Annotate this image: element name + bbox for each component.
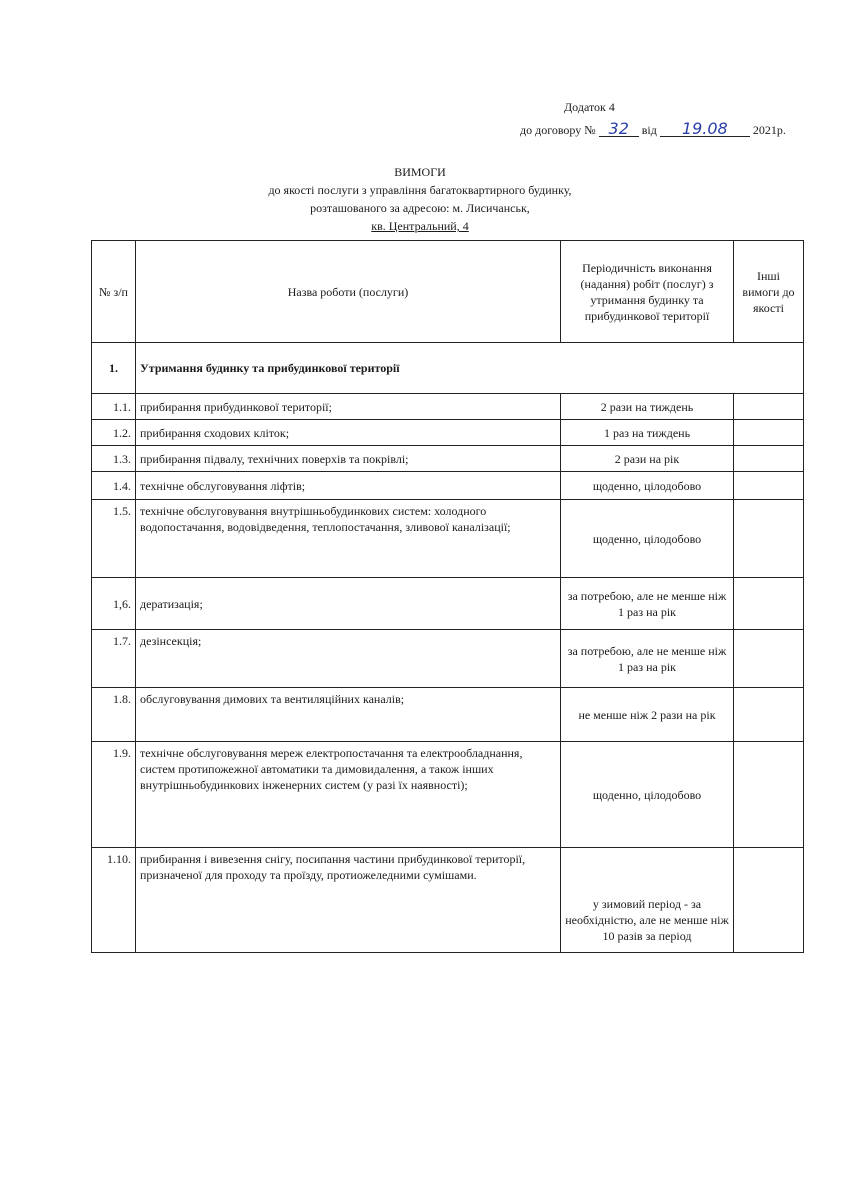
- row-frequency: за потребою, але не менше ніж 1 раз на рік: [561, 630, 734, 688]
- row-frequency: у зимовий період - за необхідністю, але не менше ніж 10 разів за період: [561, 848, 734, 953]
- row-frequency: 2 рази на тиждень: [561, 394, 734, 420]
- table-row: [92, 688, 804, 742]
- section-row: [92, 343, 804, 394]
- title-subtitle: до якості послуги з управління багатоквартирного будинку,: [268, 183, 572, 197]
- table-header-row: [92, 241, 804, 343]
- addendum-label: Додаток 4: [564, 100, 615, 114]
- section-name: Утримання будинку та прибудинкової території: [136, 343, 804, 394]
- contract-number: 32: [608, 119, 629, 138]
- row-name: прибирання підвалу, технічних поверхів та покрівлі;: [136, 446, 561, 472]
- row-frequency: 1 раз на тиждень: [561, 420, 734, 446]
- table-row: [92, 500, 804, 578]
- table-row: [92, 742, 804, 848]
- table-row: [92, 394, 804, 420]
- row-other: [734, 472, 804, 500]
- row-frequency: щоденно, цілодобово: [561, 742, 734, 848]
- row-name: технічне обслуговування внутрішньобудинкових систем: холодного водопостачання, водовідведення, теплопостачання, зливової каналізації;: [136, 500, 561, 578]
- row-number: 1.8.: [92, 688, 136, 742]
- row-other: [734, 394, 804, 420]
- row-name: дератизація;: [136, 578, 561, 630]
- row-number: 1.10.: [92, 848, 136, 953]
- header-other: Інші вимоги до якості: [734, 241, 804, 343]
- contract-date-field: [660, 120, 750, 137]
- table-row: [92, 848, 804, 953]
- row-other: [734, 500, 804, 578]
- row-number: 1.2.: [92, 420, 136, 446]
- row-name: технічне обслуговування мереж електропостачання та електрообладнання, систем протипожежної автоматики та димовидалення, а також інших внутрішньобудинкових інженерних систем (у разі їх наявності);: [136, 742, 561, 848]
- section-number: 1.: [92, 343, 136, 394]
- row-number: 1.3.: [92, 446, 136, 472]
- contract-from: від: [641, 123, 657, 137]
- row-frequency: щоденно, цілодобово: [561, 500, 734, 578]
- row-name: прибирання сходових кліток;: [136, 420, 561, 446]
- row-frequency: щоденно, цілодобово: [561, 472, 734, 500]
- contract-line: [520, 120, 786, 139]
- table-row: [92, 446, 804, 472]
- row-number: 1.7.: [92, 630, 136, 688]
- row-other: [734, 688, 804, 742]
- row-name: прибирання і вивезення снігу, посипання частини прибудинкової території, призначеної для проходу та проїзду, протиожеледними сумішами.: [136, 848, 561, 953]
- contract-number-field: [599, 120, 639, 137]
- document-title: [230, 163, 610, 235]
- table-row: [92, 420, 804, 446]
- row-name: дезінсекція;: [136, 630, 561, 688]
- requirements-table: [91, 240, 804, 953]
- row-name: прибирання прибудинкової території;: [136, 394, 561, 420]
- row-other: [734, 848, 804, 953]
- header-frequency: Періодичність виконання (надання) робіт (послуг) з утримання будинку та прибудинкової території: [561, 241, 734, 343]
- table-row: [92, 630, 804, 688]
- row-frequency: 2 рази на рік: [561, 446, 734, 472]
- row-number: 1.1.: [92, 394, 136, 420]
- row-name: обслуговування димових та вентиляційних каналів;: [136, 688, 561, 742]
- row-number: 1.9.: [92, 742, 136, 848]
- table-row: [92, 472, 804, 500]
- header-num: № з/п: [92, 241, 136, 343]
- row-frequency: за потребою, але не менше ніж 1 раз на рік: [561, 578, 734, 630]
- row-other: [734, 578, 804, 630]
- header-name: Назва роботи (послуги): [136, 241, 561, 343]
- title-address: розташованого за адресою: м. Лисичанськ,: [310, 201, 530, 215]
- contract-date: 19.08: [681, 119, 728, 138]
- title-street: кв. Центральний, 4: [371, 219, 469, 233]
- contract-prefix: до договору №: [520, 123, 596, 137]
- contract-year: 2021р.: [752, 123, 786, 137]
- row-other: [734, 446, 804, 472]
- row-name: технічне обслуговування ліфтів;: [136, 472, 561, 500]
- row-other: [734, 742, 804, 848]
- row-frequency: не менше ніж 2 рази на рік: [561, 688, 734, 742]
- row-number: 1,6.: [92, 578, 136, 630]
- title-heading: ВИМОГИ: [394, 165, 446, 179]
- row-other: [734, 630, 804, 688]
- row-other: [734, 420, 804, 446]
- table-row: [92, 578, 804, 630]
- row-number: 1.4.: [92, 472, 136, 500]
- row-number: 1.5.: [92, 500, 136, 578]
